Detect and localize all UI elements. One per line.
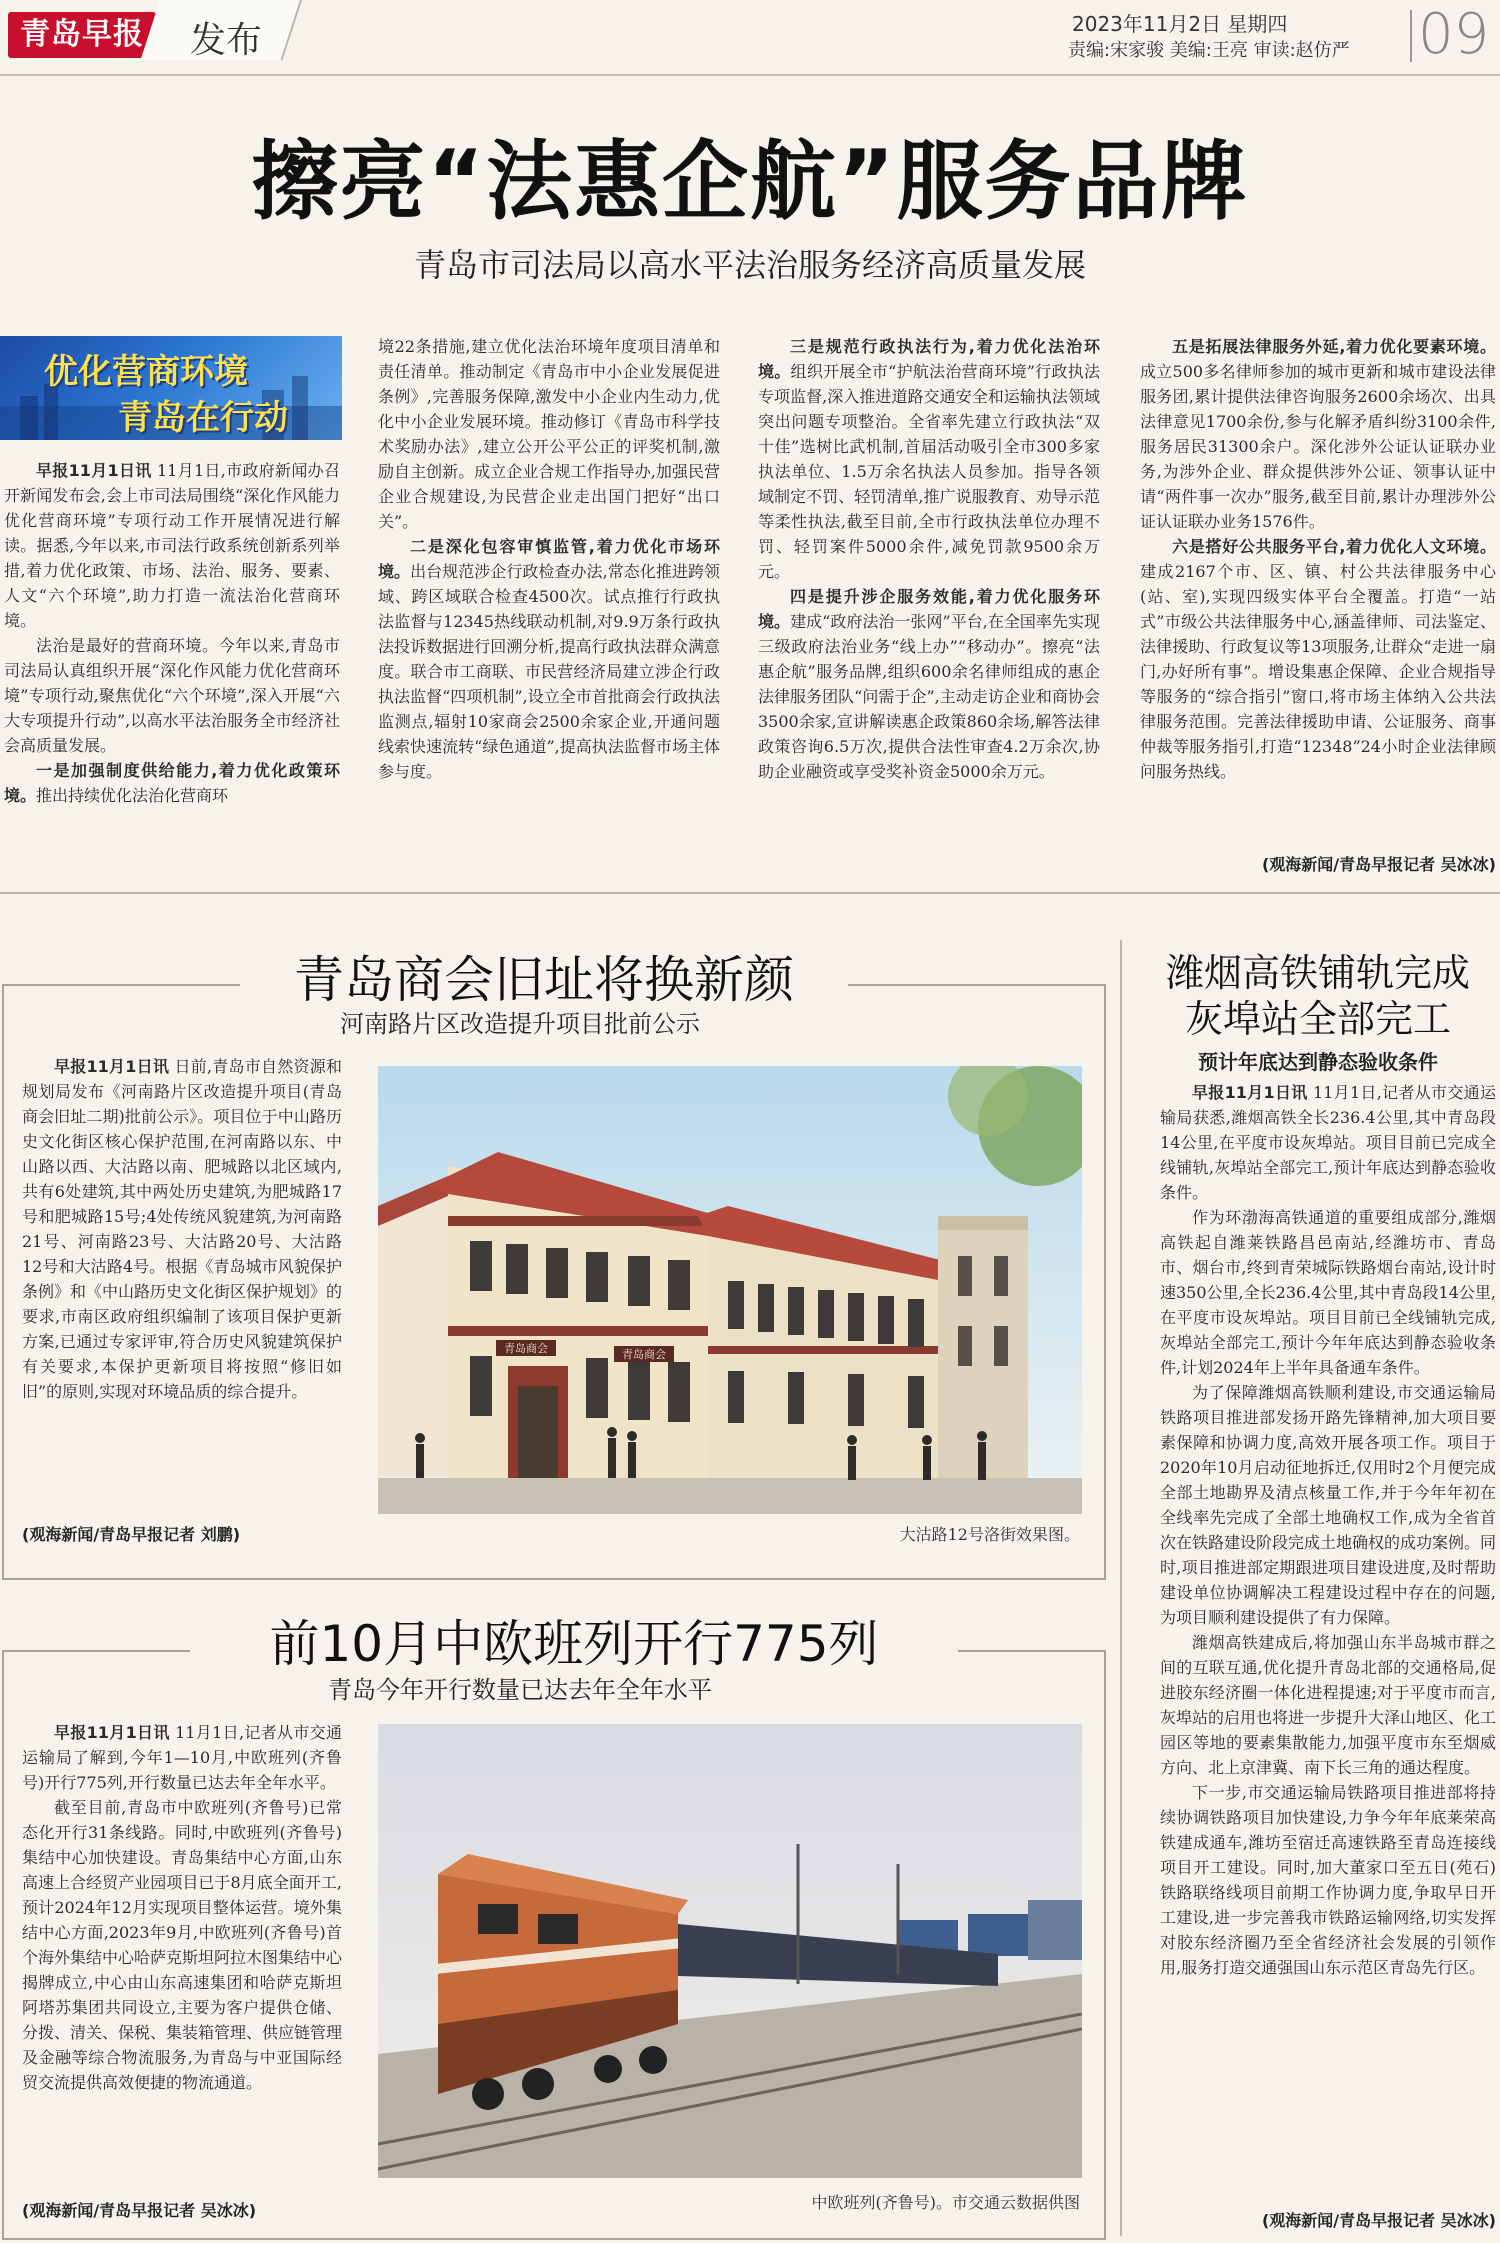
story-rail-text-1: 11月1日,记者从市交通运输局获悉,潍烟高铁全长236.4公里,其中青岛段14公里,在平度市设灰埠站。项目目前已完成全线铺轨,灰埠站全部完工,预计年底达到静态验收条件。 [1160,1083,1496,1202]
banner-line1: 优化营商环境 [44,352,248,392]
story-train-dateline: 早报11月1日讯 [54,1723,170,1742]
lead-dateline: 早报11月1日讯 [36,461,152,480]
commerce-building-photo [378,1066,1082,1514]
story-rail-subtitle: 预计年底达到静态验收条件 [1198,1050,1438,1074]
lead-text-1: 11月1日,市政府新闻办召开新闻发布会,会上市司法局围绕“深化作风能力优化营商环境”专项行动工作开展情况进行解读。据悉,今年以来,市司法行政系统创新系列举措,着力优化政策、市场、法治、服务、要素、人文“六个环境”,助力打造一流法治化营商环境。 [4,461,340,630]
page-number: 09 [1418,2,1490,67]
section-divider [0,892,1500,894]
lead-point-2: 二是深化包容审慎监管,着力优化市场环境。 [378,537,720,581]
lead-col4-paragraph-2 [1140,534,1496,784]
story-rail-paragraph-3: 为了保障潍烟高铁顺利建设,市交通运输局铁路项目推进部发扬开路先锋精神,加大项目要素保障和协调力度,高效开展各项工作。项目于2020年10月启动征地拆迁,仅用时2个月便完成全部土地勘界及清点核量工作,并于今年年初在全线率先完成了全部土地确权工作,成为全省首次在铁路建设阶段完成土地确权的成功案例。同时,项目推进部定期跟进项目建设进度,及时帮助建设单位协调解决工程建设过程中存在的问题,为项目顺利建设提供了有力保障。 [1160,1383,1496,1627]
story-rail-title-line2: 灰埠站全部完工 [1184,997,1451,1041]
story-rail-paragraph-2: 作为环渤海高铁通道的重要组成部分,潍烟高铁起自潍莱铁路昌邑南站,经潍坊市、青岛市、烟台市,终到青荣城际铁路烟台南站,设计时速350公里,全长236.4公里,其中青岛段14公里,在平度市设灰埠站。项目目前已全线铺轨完成,灰埠站全部完工,预计今年年底达到静态验收条件,计划2024年上半年具备通车条件。 [1160,1208,1496,1377]
lead-col4-paragraph-1 [1140,334,1496,534]
story-rail-credit: (观海新闻/青岛早报记者 吴冰冰) [1261,2211,1496,2230]
issue-date: 2023年11月2日 星期四 [1072,12,1288,36]
lead-text-8: 建成2167个市、区、镇、村公共法律服务中心(站、室),实现四级实体平台全覆盖。打造“一站式”市级公共法律服务中心,涵盖律师、司法鉴定、法律援助、行政复议等13项服务,让群众“走进一扇门,办好所有事”。增设集惠企保障、企业合规指导等服务的“综合指引”窗口,将市场主体纳入公共法律服务范围。完善法律援助申请、公证服务、商事仲裁等服务指引,打造“12348”24小时企业法律顾问服务热线。 [1140,562,1496,781]
lead-column-2 [378,334,720,878]
lead-col3-paragraph-2 [758,584,1100,784]
banner-line2: 青岛在行动 [118,398,288,438]
building-sign-2: 青岛商会 [622,1348,666,1361]
lead-subheadline: 青岛市司法局以高水平法治服务经济高质量发展 [413,246,1086,284]
section-label: 发布 [190,20,263,61]
lead-text-6: 建成“政府法治一张网”平台,在全国率先实现三级政府法治业务“线上办”“移动办”。擦亮“法惠企航”服务品牌,组织600余名律师组成的惠企法律服务团队“问需于企”,主动走访企业和商协会3500余家,宣讲解读惠企政策860余场,解答法律政策咨询6.5万次,提供合法性审查4.2万余次,协助企业融资或享受奖补资金5000余万元。 [758,612,1100,781]
lead-point-4: 四是提升涉企服务效能,着力优化服务环境。 [758,587,1100,631]
lead-credit: (观海新闻/青岛早报记者 吴冰冰) [1261,855,1496,874]
lead-col3-paragraph-1 [758,334,1100,584]
story-commerce-text: 日前,青岛市自然资源和规划局发布《河南路片区改造提升项目(青岛商会旧址二期)批前公示》。项目位于中山路历史文化街区核心保护范围,在河南路以东、中山路以西、大沽路以南、肥城路以北区域内,共有6处建筑,其中两处历史建筑,为肥城路17号和肥城路15号;4处传统风貌建筑,为河南路21号、河南路23号、大沽路20号、大沽路12号和大沽路4号。根据《青岛城市风貌保护条例》和《中山路历史文化街区保护规划》的要求,市南区政府组织编制了该项目保护更新方案,已通过专家评审,符合历史风貌建筑保护有关要求,本保护更新项目将按照“修旧如旧”的原则,实现对环境品质的综合提升。 [22,1057,342,1401]
lead-text-4: 出台规范涉企行政检查办法,常态化推进跨领域、跨区域联合检查4500次。试点推行行政执法监督与12345热线联动机制,对9.9万条行政执法投诉数据进行回溯分析,提高行政执法群众满意度。联合市工商联、市民营经济局建立涉企行政执法监督“四项机制”,设立全市首批商会行政执法监测点,辐射10家商会2500余家企业,开通问题线索快速流转“绿色通道”,提高执法监督市场主体参与度。 [378,562,720,781]
header-rule [0,74,1500,76]
story-train-credit: (观海新闻/青岛早报记者 吴冰冰) [22,2201,257,2220]
story-rail-title-line1: 潍烟高铁铺轨完成 [1165,951,1470,995]
lead-paragraph-1 [4,458,340,633]
lead-text-5: 组织开展全市“护航法治营商环境”行政执法专项监督,深入推进道路交通安全和运输执法领域突出问题专项整治。全省率先建立行政执法“双十佳”选树比武机制,首届活动吸引全市300多家执法单位、1.5万余名执法人员参加。指导各领域制定不罚、轻罚清单,推广说服教育、劝导示范等柔性执法,截至目前,全市行政执法单位办理不罚、轻罚案件5000余件,减免罚款9500余万元。 [758,362,1100,581]
story-rail-paragraph-1 [1160,1080,1496,1205]
lead-point-3: 三是规范行政执法行为,着力优化法治环境。 [758,337,1100,381]
lead-point-6: 六是搭好公共服务平台,着力优化人文环境。 [1172,537,1496,556]
story-rail-paragraph-5: 下一步,市交通运输局铁路项目推进部将持续协调铁路项目加快建设,力争今年年底莱荣高铁建成通车,潍坊至宿迁高速铁路至青岛连接线项目开工建设。同时,加大董家口至五日(苑石)铁路联络线项目前期工作协调力度,争取早日开工建设,进一步完善我市铁路运输网络,切实发挥对胶东经济圈乃至全省经济社会发展的引领作用,服务打造交通强国山东示范区青岛先行区。 [1160,1783,1496,1977]
story-rail-paragraph-4: 潍烟高铁建成后,将加强山东半岛城市群之间的互联互通,优化提升青岛北部的交通格局,促进胶东经济圈一体化进程提速;对于平度市而言,灰埠站的启用也将进一步提升大泽山地区、化工园区等地的要素集散能力,加强平度市东至烟威方向、北上京津冀、南下长三角的通达程度。 [1160,1633,1496,1777]
story-commerce-body [22,1054,342,1542]
story-commerce-dateline: 早报11月1日讯 [54,1057,170,1076]
lead-col2-paragraph-1: 境22条措施,建立优化法治环境年度项目清单和责任清单。推动制定《青岛市中小企业发展促进条例》,完善服务保障,激发中小企业内生动力,优化中小企业发展环境。推动修订《青岛市科学技术奖励办法》,建立公开公平公正的评奖机制,激励自主创新。成立企业合规工作指导办,加强民营企业合规建设,为民营企业走出国门把好“出口关”。 [378,337,720,531]
story-train-paragraph-2: 截至目前,青岛市中欧班列(齐鲁号)已常态化开行31条线路。同时,中欧班列(齐鲁号)集结中心加快建设。青岛集结中心方面,山东高速上合经贸产业园项目已于8月底全面开工,预计2024年12月实现项目整体运营。境外集结中心方面,2023年9月,中欧班列(齐鲁号)首个海外集结中心哈萨克斯坦阿拉木图集结中心揭牌成立,中心由山东高速集团和哈萨克斯坦阿塔苏集团共同设立,主要为客户提供仓储、分拨、清关、保税、集装箱管理、供应链管理及金融等综合物流服务,为青岛与中亚国际经贸交流提供高效便捷的物流通道。 [22,1798,342,2092]
page-number-divider [1410,10,1412,62]
story-commerce-paragraph [22,1054,342,1404]
lead-text-7: 成立500多名律师参加的城市更新和城市建设法律服务团,累计提供法律咨询服务2600余场次、出具法律意见1700余份,参与化解矛盾纠纷3100余件,服务居民31300余户。深化涉外公证认证联办业务,为涉外企业、群众提供涉外公证、领事认证中请“两件事一次办”服务,截至目前,累计办理涉外公证认证联办业务1576件。 [1140,362,1496,531]
story-rail-dateline: 早报11月1日讯 [1192,1083,1308,1102]
story-train-subtitle: 青岛今年开行数量已达去年全年水平 [328,1676,712,1704]
building-sign-1: 青岛商会 [504,1342,548,1355]
lead-headline: 擦亮“法惠企航”服务品牌 [251,132,1249,232]
train-photo-caption: 中欧班列(齐鲁号)。市交通云数据供图 [811,2193,1080,2212]
newspaper-logo: 青岛早报 [8,12,156,58]
story-rail-body [1160,1080,1496,2200]
lead-paragraph-3 [4,758,340,808]
story-train-body [22,1720,342,2194]
story-train-text-1: 11月1日,记者从市交通运输局了解到,今年1—10月,中欧班列(齐鲁号)开行775列,开行数量已达去年全年水平。 [22,1723,342,1792]
lead-paragraph-2: 法治是最好的营商环境。今年以来,青岛市司法局认真组织开展“深化作风能力优化营商环境”专项行动,聚焦优化“六个环境”,深入开展“六大专项提升行动”,以高水平法治服务全市经济社会高质量发展。 [4,636,340,755]
editor-credits: 责编:宋家骏 美编:王亮 审读:赵仿严 [1068,40,1350,61]
lead-column-4 [1140,334,1496,850]
lead-column-1 [4,458,340,878]
lead-column-3 [758,334,1100,878]
right-column-rule [1120,940,1122,2236]
train-photo [378,1724,1082,2178]
story-train-title: 前10月中欧班列开行775列 [190,1604,958,1676]
lead-col2-paragraph-2 [378,534,720,784]
lead-text-3: 推出持续优化法治化营商环 [36,786,229,805]
commerce-photo-caption: 大沽路12号洛街效果图。 [899,1525,1080,1544]
story-commerce-credit: (观海新闻/青岛早报记者 刘鹏) [22,1525,241,1544]
story-commerce-title: 青岛商会旧址将换新颜 [240,940,848,1012]
lead-point-5: 五是拓展法律服务外延,着力优化要素环境。 [1172,337,1496,356]
story-train-paragraph-1 [22,1720,342,1795]
lead-point-1: 一是加强制度供给能力,着力优化政策环境。 [4,761,340,805]
story-commerce-subtitle: 河南路片区改造提升项目批前公示 [340,1010,700,1038]
